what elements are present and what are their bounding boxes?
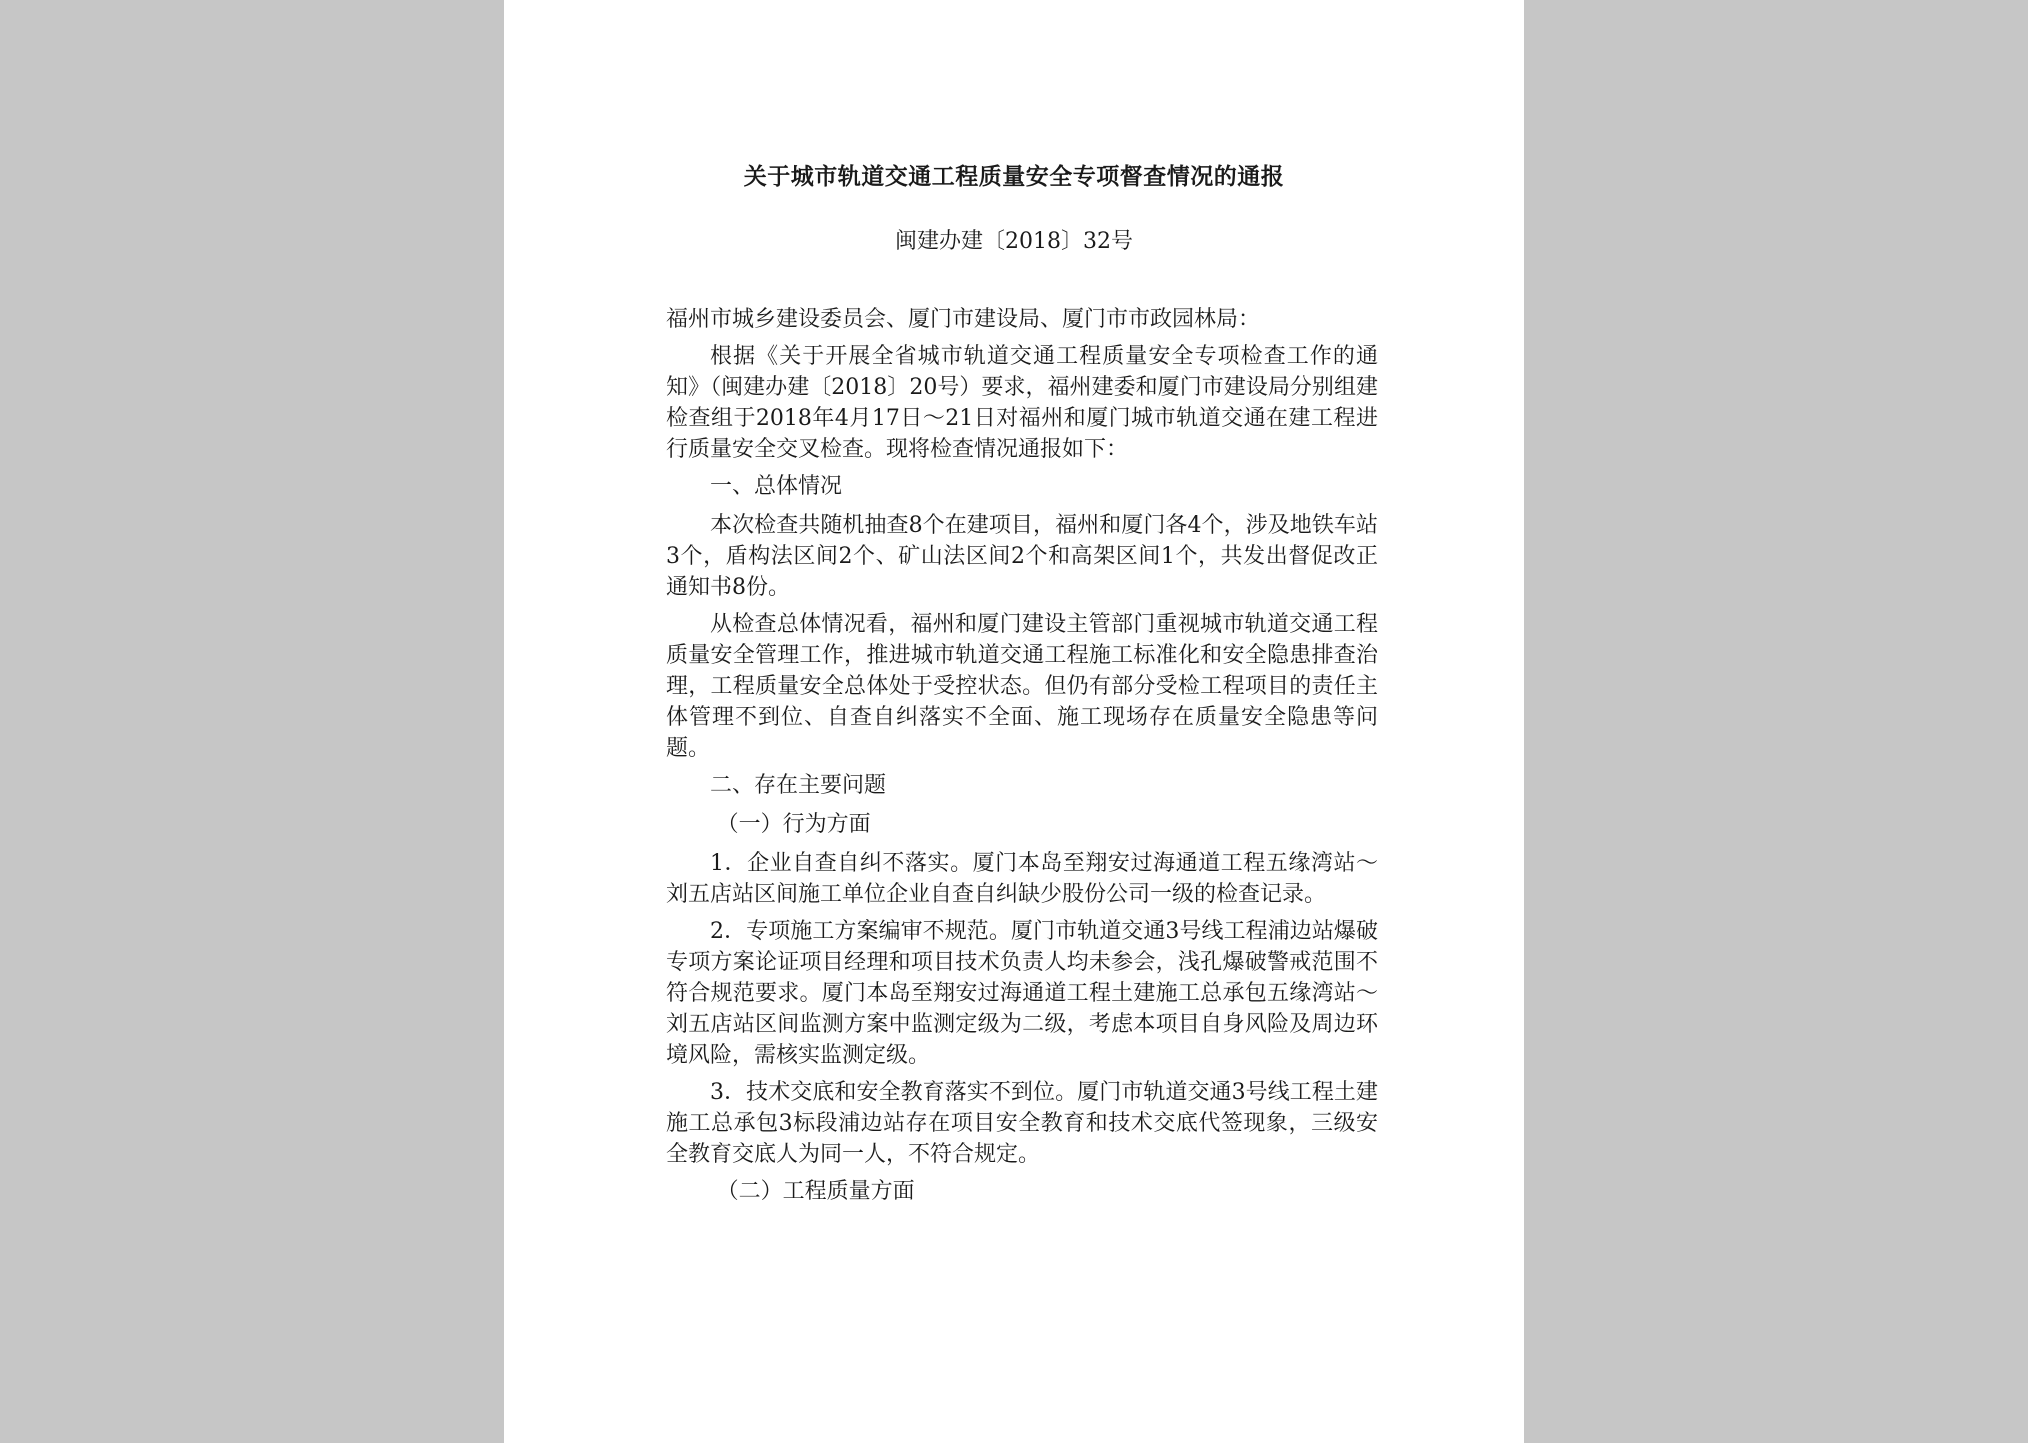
subsection-heading-quality: （二）工程质量方面 [716, 1179, 915, 1204]
document-page [504, 0, 1524, 1443]
document-number: 闽建办建〔2018〕32号 [895, 229, 1133, 254]
document-title: 关于城市轨道交通工程质量安全专项督查情况的通报 [743, 163, 1285, 190]
paragraph-item-3: 3．技术交底和安全教育落实不到位。厦门市轨道交通3号线工程土建施工总承包3标段浦边站存在项目安全教育和技术交底代签现象，三级安全教育交底人为同一人，不符合规定。 [666, 1080, 1378, 1167]
salutation: 福州市城乡建设委员会、厦门市建设局、厦门市市政园林局： [666, 307, 1261, 332]
paragraph-intro: 根据《关于开展全省城市轨道交通工程质量安全专项检查工作的通知》（闽建办建〔2018〕20号）要求，福州建委和厦门市建设局分别组建检查组于2018年4月17日～21日对福州和厦门城市轨道交通在建工程进行质量安全交叉检查。现将检查情况通报如下： [666, 344, 1378, 462]
paragraph-overview-1: 本次检查共随机抽查8个在建项目，福州和厦门各4个，涉及地铁车站3个，盾构法区间2个、矿山法区间2个和高架区间1个，共发出督促改正通知书8份。 [666, 513, 1378, 600]
subsection-heading-behavior: （一）行为方面 [716, 812, 871, 837]
paragraph-overview-2: 从检查总体情况看，福州和厦门建设主管部门重视城市轨道交通工程质量安全管理工作，推进城市轨道交通工程施工标准化和安全隐患排查治理，工程质量安全总体处于受控状态。但仍有部分受检工程项目的责任主体管理不到位、自查自纠落实不全面、施工现场存在质量安全隐患等问题。 [666, 612, 1378, 761]
section-heading-problems: 二、存在主要问题 [710, 773, 887, 798]
paragraph-item-2: 2．专项施工方案编审不规范。厦门市轨道交通3号线工程浦边站爆破专项方案论证项目经理和项目技术负责人均未参会，浅孔爆破警戒范围不符合规范要求。厦门本岛至翔安过海通道工程土建施工总承包五缘湾站～刘五店站区间监测方案中监测定级为二级，考虑本项目自身风险及周边环境风险，需核实监测定级。 [666, 919, 1378, 1068]
section-heading-overview: 一、总体情况 [710, 474, 843, 499]
document-body [666, 304, 1378, 1215]
paragraph-item-1: 1．企业自查自纠不落实。厦门本岛至翔安过海通道工程五缘湾站～刘五店站区间施工单位企业自查自纠缺少股份公司一级的检查记录。 [666, 851, 1378, 907]
